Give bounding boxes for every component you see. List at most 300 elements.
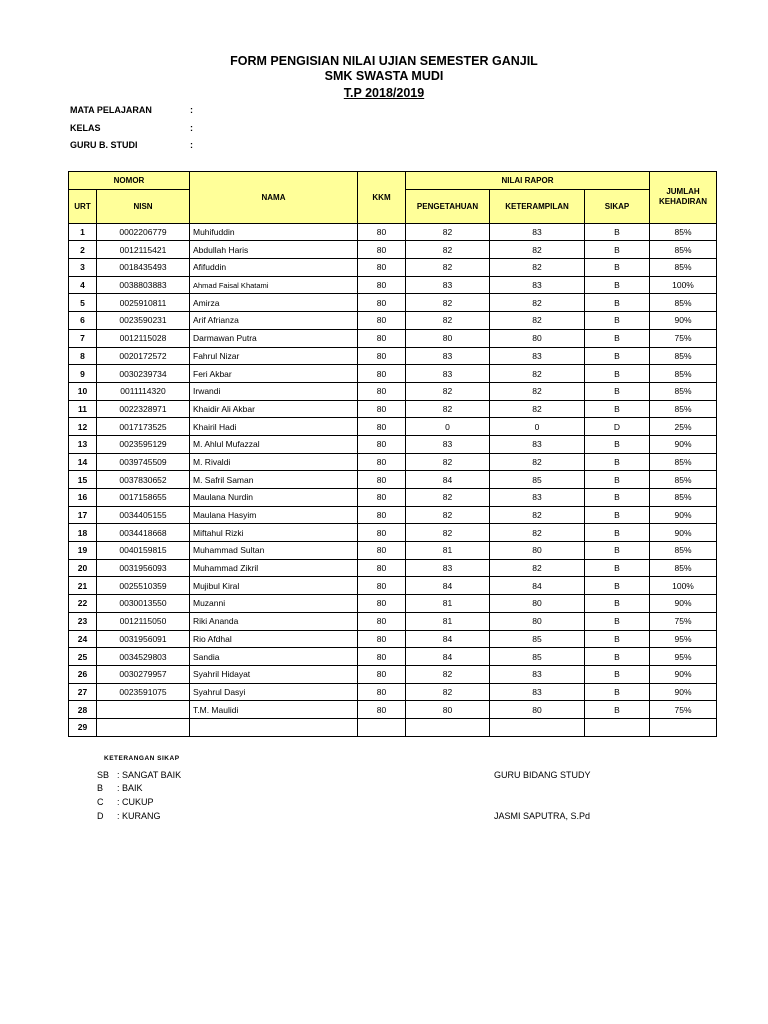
kehadiran-cell: 75%: [650, 701, 717, 719]
legend-code: B: [97, 783, 104, 793]
pengetahuan-cell: 80: [406, 701, 490, 719]
meta-teacher-label: GURU B. STUDI: [70, 140, 138, 150]
header-keterampilan: KETERAMPILAN: [490, 189, 585, 223]
row-number: 24: [69, 630, 97, 648]
kehadiran-cell: 75%: [650, 612, 717, 630]
keterampilan-cell: 83: [490, 276, 585, 294]
pengetahuan-cell: 84: [406, 577, 490, 595]
kkm-cell: 80: [358, 559, 406, 577]
pengetahuan-cell: 82: [406, 524, 490, 542]
keterampilan-cell: 83: [490, 223, 585, 241]
kkm-cell: 80: [358, 400, 406, 418]
table-row: [69, 524, 717, 542]
pengetahuan-cell: 82: [406, 241, 490, 259]
table-row: [69, 223, 717, 241]
row-number: 15: [69, 471, 97, 489]
row-number: 25: [69, 648, 97, 666]
sikap-cell: B: [585, 489, 650, 507]
name-cell: Abdullah Haris: [190, 241, 358, 259]
kkm-cell: 80: [358, 630, 406, 648]
legend-text: : SANGAT BAIK: [117, 770, 182, 780]
name-cell: Muhifuddin: [190, 223, 358, 241]
row-number: 6: [69, 312, 97, 330]
nisn-cell: 0012115028: [97, 329, 190, 347]
kehadiran-cell: 95%: [650, 630, 717, 648]
keterampilan-cell: 80: [490, 595, 585, 613]
nisn-cell: 0018435493: [97, 259, 190, 277]
pengetahuan-cell: 82: [406, 453, 490, 471]
nisn-cell: 0022328971: [97, 400, 190, 418]
header-pengetahuan: PENGETAHUAN: [406, 189, 490, 223]
table-row: [69, 347, 717, 365]
kkm-cell: 80: [358, 612, 406, 630]
row-number: 21: [69, 577, 97, 595]
kehadiran-cell: 85%: [650, 294, 717, 312]
keterampilan-cell: 80: [490, 701, 585, 719]
sikap-cell: B: [585, 453, 650, 471]
name-cell: Sandia: [190, 648, 358, 666]
keterampilan-cell: 82: [490, 382, 585, 400]
sikap-cell: [585, 718, 650, 736]
keterampilan-cell: 83: [490, 665, 585, 683]
pengetahuan-cell: 82: [406, 506, 490, 524]
legend-item: [97, 770, 181, 780]
table-row: [69, 453, 717, 471]
kkm-cell: 80: [358, 489, 406, 507]
name-cell: Darmawan Putra: [190, 329, 358, 347]
sikap-cell: B: [585, 701, 650, 719]
pengetahuan-cell: 82: [406, 259, 490, 277]
sikap-cell: B: [585, 577, 650, 595]
name-cell: Muhammad Sultan: [190, 542, 358, 560]
form-title: FORM PENGISIAN NILAI UJIAN SEMESTER GANJIL: [230, 54, 538, 68]
kehadiran-cell: 95%: [650, 648, 717, 666]
pengetahuan-cell: 81: [406, 595, 490, 613]
grades-table: [68, 171, 717, 737]
nisn-cell: 0034418668: [97, 524, 190, 542]
sikap-cell: B: [585, 542, 650, 560]
header-jumlah-line2: KEHADIRAN: [659, 197, 707, 207]
kehadiran-cell: 100%: [650, 577, 717, 595]
meta-subject-label: MATA PELAJARAN: [70, 105, 152, 115]
sikap-cell: B: [585, 347, 650, 365]
sikap-cell: B: [585, 329, 650, 347]
keterampilan-cell: 82: [490, 453, 585, 471]
kehadiran-cell: 85%: [650, 259, 717, 277]
keterampilan-cell: 85: [490, 648, 585, 666]
kehadiran-cell: 85%: [650, 382, 717, 400]
keterampilan-cell: 82: [490, 400, 585, 418]
name-cell: Feri Akbar: [190, 365, 358, 383]
nisn-cell: 0023591075: [97, 683, 190, 701]
kkm-cell: 80: [358, 471, 406, 489]
header-nomor: NOMOR: [69, 172, 190, 190]
nisn-cell: 0002206779: [97, 223, 190, 241]
header-kkm: KKM: [358, 172, 406, 224]
table-row: [69, 648, 717, 666]
kkm-cell: 80: [358, 382, 406, 400]
header-nisn: NISN: [97, 189, 190, 223]
kkm-cell: 80: [358, 595, 406, 613]
meta-subject: [70, 105, 193, 115]
kkm-cell: 80: [358, 506, 406, 524]
name-cell: Muhammad Zikril: [190, 559, 358, 577]
table-row: [69, 259, 717, 277]
table-row: [69, 506, 717, 524]
name-cell: Irwandi: [190, 382, 358, 400]
sikap-cell: B: [585, 365, 650, 383]
kehadiran-cell: 90%: [650, 595, 717, 613]
keterampilan-cell: 82: [490, 241, 585, 259]
row-number: 1: [69, 223, 97, 241]
nisn-cell: 0030279957: [97, 665, 190, 683]
name-cell: M. Rivaldi: [190, 453, 358, 471]
row-number: 11: [69, 400, 97, 418]
sikap-cell: B: [585, 241, 650, 259]
table-row: [69, 665, 717, 683]
row-number: 12: [69, 418, 97, 436]
sikap-cell: B: [585, 435, 650, 453]
table-row: [69, 329, 717, 347]
table-row: [69, 365, 717, 383]
row-number: 28: [69, 701, 97, 719]
header-jumlah-kehadiran: [650, 172, 717, 224]
kehadiran-cell: 90%: [650, 683, 717, 701]
legend-code: SB: [97, 770, 110, 780]
pengetahuan-cell: 82: [406, 683, 490, 701]
kehadiran-cell: 90%: [650, 312, 717, 330]
row-number: 20: [69, 559, 97, 577]
kkm-cell: 80: [358, 435, 406, 453]
nisn-cell: 0031956093: [97, 559, 190, 577]
table-row: [69, 276, 717, 294]
table-row: [69, 400, 717, 418]
keterampilan-cell: 84: [490, 577, 585, 595]
keterampilan-cell: 82: [490, 365, 585, 383]
name-cell: [190, 718, 358, 736]
keterampilan-cell: 82: [490, 294, 585, 312]
kehadiran-cell: 85%: [650, 542, 717, 560]
sikap-cell: B: [585, 683, 650, 701]
meta-class-label: KELAS: [70, 123, 101, 133]
legend-item: [97, 783, 143, 793]
nisn-cell: 0025510359: [97, 577, 190, 595]
table-row: [69, 542, 717, 560]
pengetahuan-cell: 82: [406, 400, 490, 418]
name-cell: M. Safril Saman: [190, 471, 358, 489]
legend-text: : BAIK: [117, 783, 143, 793]
table-row: [69, 312, 717, 330]
table-row: [69, 595, 717, 613]
row-number: 16: [69, 489, 97, 507]
keterampilan-cell: 82: [490, 506, 585, 524]
nisn-cell: 0038803883: [97, 276, 190, 294]
pengetahuan-cell: 84: [406, 648, 490, 666]
nisn-cell: 0017158655: [97, 489, 190, 507]
name-cell: T.M. Maulidi: [190, 701, 358, 719]
keterampilan-cell: 80: [490, 612, 585, 630]
kehadiran-cell: 85%: [650, 453, 717, 471]
row-number: 19: [69, 542, 97, 560]
signature-name: JASMI SAPUTRA, S.Pd: [494, 811, 591, 821]
table-row: [69, 435, 717, 453]
pengetahuan-cell: 0: [406, 418, 490, 436]
meta-teacher-colon: :: [190, 140, 193, 150]
header-sikap: SIKAP: [585, 189, 650, 223]
keterampilan-cell: 82: [490, 524, 585, 542]
kkm-cell: 80: [358, 453, 406, 471]
row-number: 17: [69, 506, 97, 524]
kkm-cell: 80: [358, 365, 406, 383]
row-number: 3: [69, 259, 97, 277]
kkm-cell: 80: [358, 701, 406, 719]
name-cell: Khaidir Ali Akbar: [190, 400, 358, 418]
kehadiran-cell: 90%: [650, 524, 717, 542]
nisn-cell: 0023595129: [97, 435, 190, 453]
row-number: 8: [69, 347, 97, 365]
meta-class: [70, 123, 193, 133]
pengetahuan-cell: [406, 718, 490, 736]
keterampilan-cell: 85: [490, 630, 585, 648]
signature-role: GURU BIDANG STUDY: [494, 770, 591, 780]
name-cell: Syahril Hidayat: [190, 665, 358, 683]
name-cell: Mujibul Kiral: [190, 577, 358, 595]
kkm-cell: 80: [358, 524, 406, 542]
name-cell: Arif Afrianza: [190, 312, 358, 330]
kehadiran-cell: 90%: [650, 506, 717, 524]
legend-title: KETERANGAN SIKAP: [104, 755, 180, 762]
kkm-cell: 80: [358, 259, 406, 277]
name-cell: Maulana Hasyim: [190, 506, 358, 524]
kehadiran-cell: 85%: [650, 400, 717, 418]
name-cell: Maulana Nurdin: [190, 489, 358, 507]
row-number: 4: [69, 276, 97, 294]
keterampilan-cell: 80: [490, 329, 585, 347]
row-number: 10: [69, 382, 97, 400]
kkm-cell: 80: [358, 347, 406, 365]
header-nama: NAMA: [190, 172, 358, 224]
sikap-cell: B: [585, 612, 650, 630]
sikap-cell: B: [585, 665, 650, 683]
nisn-cell: 0025910811: [97, 294, 190, 312]
sikap-cell: B: [585, 506, 650, 524]
table-row: [69, 471, 717, 489]
name-cell: Amirza: [190, 294, 358, 312]
nisn-cell: [97, 718, 190, 736]
nisn-cell: 0034529803: [97, 648, 190, 666]
pengetahuan-cell: 84: [406, 471, 490, 489]
nisn-cell: 0030013550: [97, 595, 190, 613]
pengetahuan-cell: 82: [406, 294, 490, 312]
kehadiran-cell: 85%: [650, 365, 717, 383]
sikap-cell: B: [585, 294, 650, 312]
pengetahuan-cell: 82: [406, 223, 490, 241]
kkm-cell: 80: [358, 241, 406, 259]
legend-item: [97, 811, 161, 821]
keterampilan-cell: 83: [490, 683, 585, 701]
kehadiran-cell: 85%: [650, 347, 717, 365]
sikap-cell: B: [585, 276, 650, 294]
sikap-cell: B: [585, 595, 650, 613]
keterampilan-cell: [490, 718, 585, 736]
pengetahuan-cell: 80: [406, 329, 490, 347]
kkm-cell: 80: [358, 577, 406, 595]
meta-teacher: [70, 140, 193, 150]
kehadiran-cell: 25%: [650, 418, 717, 436]
header-jumlah-line1: JUMLAH: [666, 187, 700, 197]
nisn-cell: 0020172572: [97, 347, 190, 365]
kkm-cell: 80: [358, 223, 406, 241]
keterampilan-cell: 85: [490, 471, 585, 489]
kehadiran-cell: 85%: [650, 489, 717, 507]
kkm-cell: 80: [358, 276, 406, 294]
table-row: [69, 718, 717, 736]
row-number: 22: [69, 595, 97, 613]
kehadiran-cell: 90%: [650, 435, 717, 453]
legend-text: : KURANG: [117, 811, 161, 821]
meta-subject-colon: :: [190, 105, 193, 115]
nisn-cell: 0037830652: [97, 471, 190, 489]
nisn-cell: 0012115050: [97, 612, 190, 630]
row-number: 29: [69, 718, 97, 736]
pengetahuan-cell: 83: [406, 276, 490, 294]
nisn-cell: 0017173525: [97, 418, 190, 436]
kehadiran-cell: 85%: [650, 241, 717, 259]
kehadiran-cell: 85%: [650, 223, 717, 241]
name-cell: Ahmad Faisal Khatami: [190, 276, 358, 294]
header-urt: URT: [69, 189, 97, 223]
nisn-cell: 0011114320: [97, 382, 190, 400]
kkm-cell: 80: [358, 312, 406, 330]
table-row: [69, 630, 717, 648]
pengetahuan-cell: 83: [406, 435, 490, 453]
row-number: 9: [69, 365, 97, 383]
pengetahuan-cell: 82: [406, 312, 490, 330]
kkm-cell: 80: [358, 665, 406, 683]
meta-class-colon: :: [190, 123, 193, 133]
sikap-cell: B: [585, 223, 650, 241]
table-row: [69, 241, 717, 259]
name-cell: Syahrul Dasyi: [190, 683, 358, 701]
keterampilan-cell: 80: [490, 542, 585, 560]
name-cell: Khairil Hadi: [190, 418, 358, 436]
table-row: [69, 701, 717, 719]
nisn-cell: [97, 701, 190, 719]
kehadiran-cell: 100%: [650, 276, 717, 294]
legend-code: C: [97, 797, 104, 807]
nisn-cell: 0040159815: [97, 542, 190, 560]
kehadiran-cell: 85%: [650, 471, 717, 489]
sikap-cell: B: [585, 259, 650, 277]
kkm-cell: 80: [358, 418, 406, 436]
row-number: 5: [69, 294, 97, 312]
name-cell: Riki Ananda: [190, 612, 358, 630]
header-nilai-rapor: NILAI RAPOR: [406, 172, 650, 190]
sikap-cell: B: [585, 559, 650, 577]
pengetahuan-cell: 84: [406, 630, 490, 648]
keterampilan-cell: 83: [490, 489, 585, 507]
nisn-cell: 0023590231: [97, 312, 190, 330]
row-number: 14: [69, 453, 97, 471]
name-cell: M. Ahlul Mufazzal: [190, 435, 358, 453]
keterampilan-cell: 82: [490, 259, 585, 277]
table-row: [69, 418, 717, 436]
row-number: 27: [69, 683, 97, 701]
name-cell: Rio Afdhal: [190, 630, 358, 648]
kkm-cell: 80: [358, 648, 406, 666]
name-cell: Muzanni: [190, 595, 358, 613]
pengetahuan-cell: 81: [406, 612, 490, 630]
pengetahuan-cell: 81: [406, 542, 490, 560]
pengetahuan-cell: 82: [406, 665, 490, 683]
kehadiran-cell: 90%: [650, 665, 717, 683]
table-row: [69, 382, 717, 400]
keterampilan-cell: 0: [490, 418, 585, 436]
table-row: [69, 612, 717, 630]
sikap-cell: D: [585, 418, 650, 436]
name-cell: Fahrul Nizar: [190, 347, 358, 365]
pengetahuan-cell: 83: [406, 347, 490, 365]
sikap-cell: B: [585, 524, 650, 542]
name-cell: Miftahul Rizki: [190, 524, 358, 542]
table-row: [69, 489, 717, 507]
legend-text: : CUKUP: [117, 797, 154, 807]
row-number: 23: [69, 612, 97, 630]
keterampilan-cell: 82: [490, 559, 585, 577]
keterampilan-cell: 83: [490, 435, 585, 453]
kehadiran-cell: 85%: [650, 559, 717, 577]
nisn-cell: 0034405155: [97, 506, 190, 524]
legend-code: D: [97, 811, 104, 821]
sikap-cell: B: [585, 312, 650, 330]
nisn-cell: 0039745509: [97, 453, 190, 471]
keterampilan-cell: 83: [490, 347, 585, 365]
keterampilan-cell: 82: [490, 312, 585, 330]
sikap-cell: B: [585, 648, 650, 666]
table-row: [69, 294, 717, 312]
table-row: [69, 683, 717, 701]
kkm-cell: 80: [358, 329, 406, 347]
sikap-cell: B: [585, 630, 650, 648]
nisn-cell: 0030239734: [97, 365, 190, 383]
row-number: 26: [69, 665, 97, 683]
kkm-cell: 80: [358, 294, 406, 312]
kkm-cell: 80: [358, 683, 406, 701]
kehadiran-cell: [650, 718, 717, 736]
kkm-cell: 80: [358, 542, 406, 560]
row-number: 13: [69, 435, 97, 453]
table-row: [69, 577, 717, 595]
name-cell: Afifuddin: [190, 259, 358, 277]
table-row: [69, 559, 717, 577]
row-number: 18: [69, 524, 97, 542]
row-number: 7: [69, 329, 97, 347]
sikap-cell: B: [585, 400, 650, 418]
school-name: SMK SWASTA MUDI: [324, 69, 444, 83]
pengetahuan-cell: 83: [406, 559, 490, 577]
sikap-cell: B: [585, 382, 650, 400]
sikap-cell: B: [585, 471, 650, 489]
pengetahuan-cell: 82: [406, 382, 490, 400]
kkm-cell: [358, 718, 406, 736]
kehadiran-cell: 75%: [650, 329, 717, 347]
nisn-cell: 0012115421: [97, 241, 190, 259]
row-number: 2: [69, 241, 97, 259]
pengetahuan-cell: 82: [406, 489, 490, 507]
legend-item: [97, 797, 154, 807]
pengetahuan-cell: 83: [406, 365, 490, 383]
nisn-cell: 0031956091: [97, 630, 190, 648]
